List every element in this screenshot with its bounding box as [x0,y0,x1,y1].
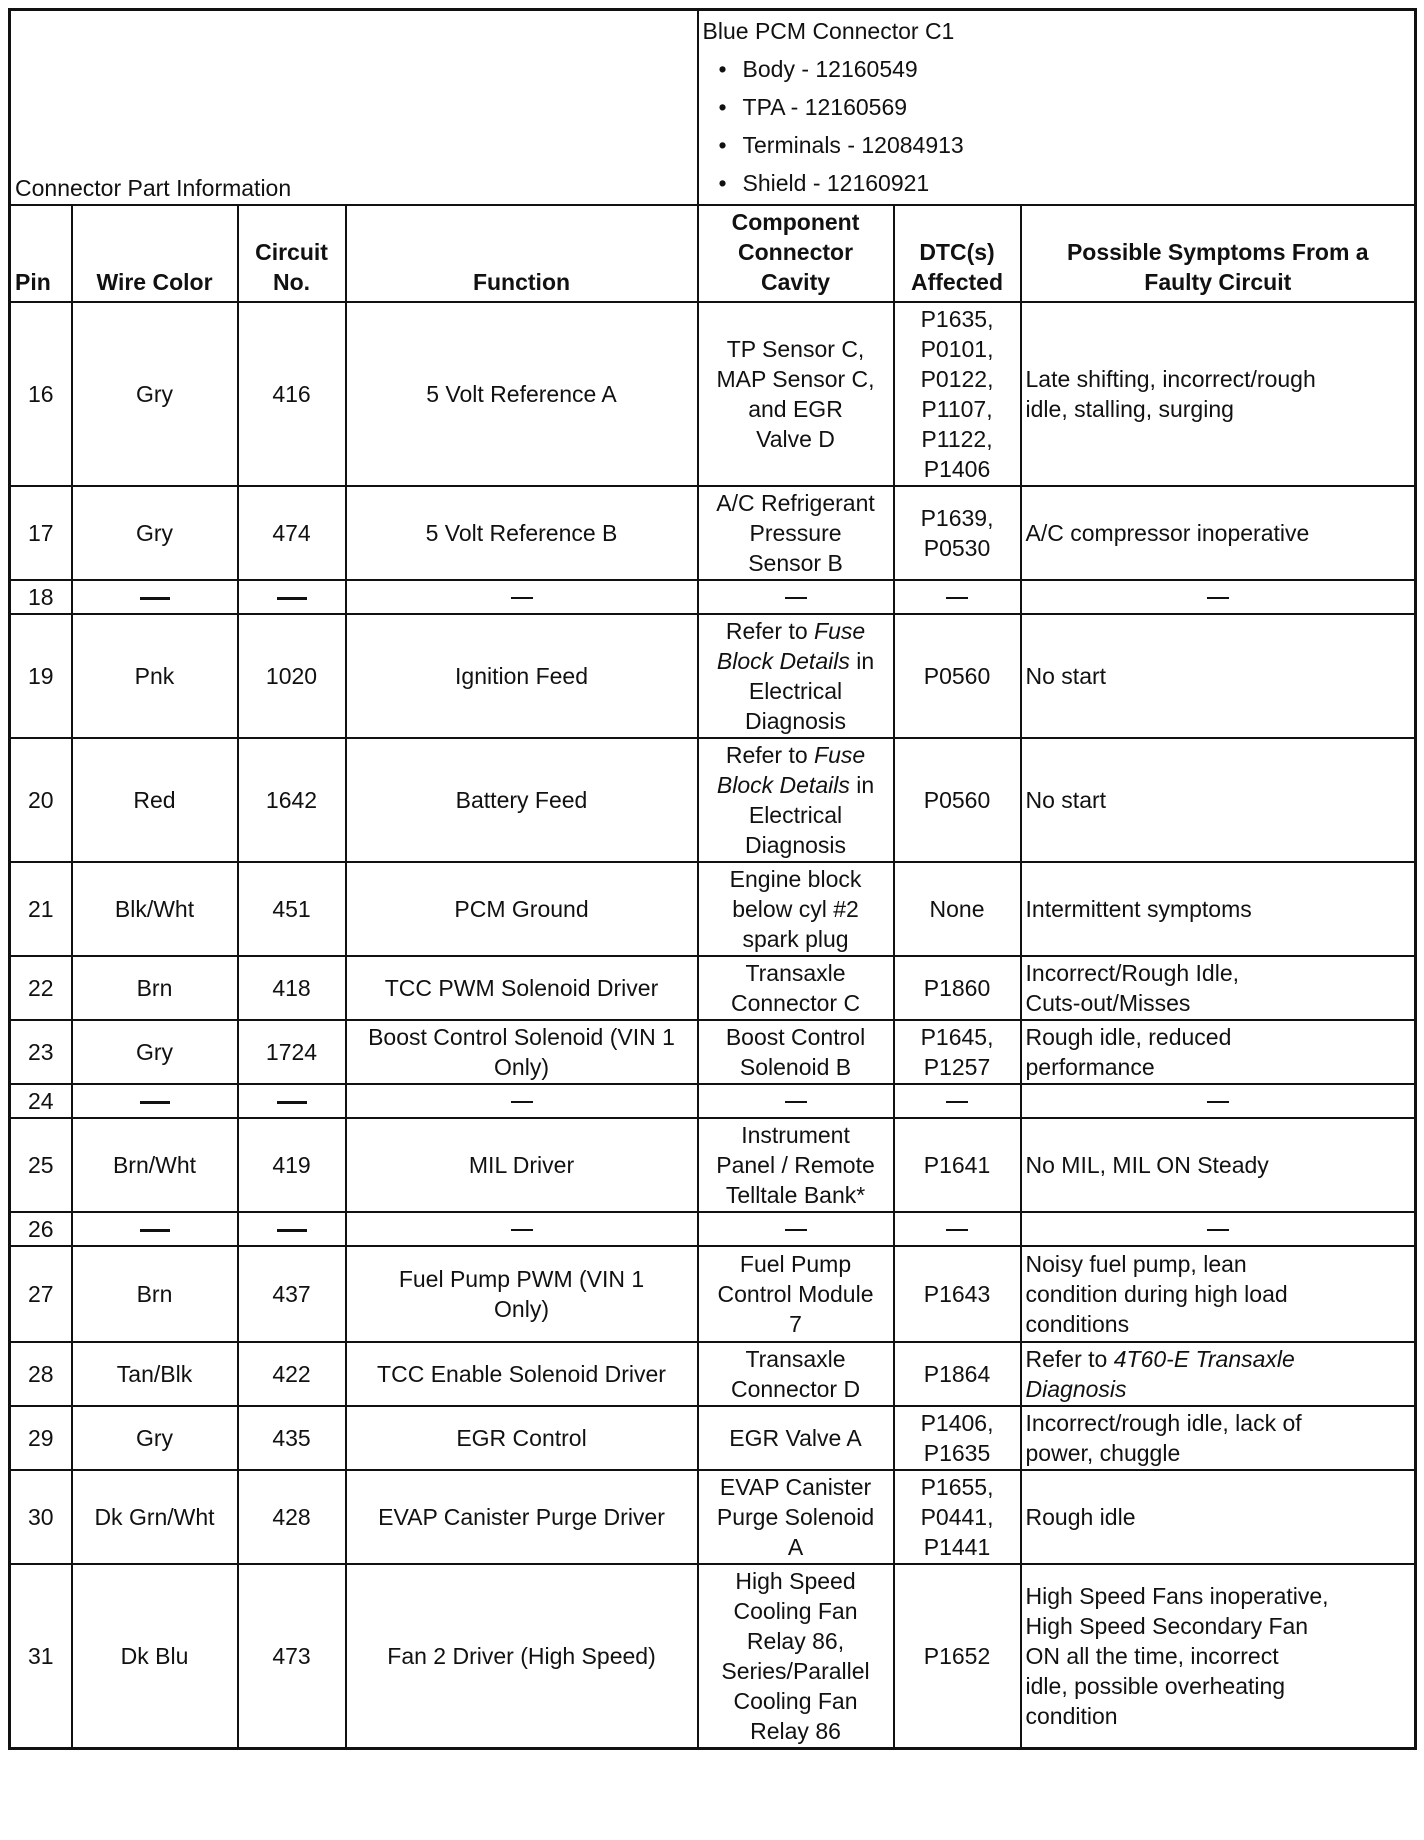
circuit-cell: 419 [238,1118,346,1212]
cavity-cell: TP Sensor C, MAP Sensor C, and EGR Valve D [698,302,894,486]
connector-label-cell [10,10,698,205]
dtc-cell: P1406, P1635 [894,1406,1021,1470]
wire-color-cell: Brn [72,956,238,1020]
function-cell [346,1212,698,1246]
wire-color-cell: Blk/Wht [72,862,238,956]
cavity-cell: Refer to Fuse Block Details in Electrical Diagnosis [698,614,894,738]
header-function: Function [346,205,698,302]
dtc-cell: P1860 [894,956,1021,1020]
circuit-cell [238,1084,346,1118]
function-cell [346,580,698,614]
cavity-cell: EVAP Canister Purge Solenoid A [698,1470,894,1564]
connector-part: • Terminals - 12084913 [743,126,1411,164]
circuit-cell [238,1212,346,1246]
wire-color-cell: Gry [72,486,238,580]
table-row [10,1084,1416,1118]
wire-color-cell: Brn [72,1246,238,1342]
symptoms-cell: No start [1021,614,1416,738]
symptoms-cell: Late shifting, incorrect/rough idle, stalling, surging [1021,302,1416,486]
header-wire-color: Wire Color [72,205,238,302]
table-row [10,1470,1416,1564]
function-cell: TCC PWM Solenoid Driver [346,956,698,1020]
wire-color-cell: Pnk [72,614,238,738]
dtc-cell: P1641 [894,1118,1021,1212]
connector-parts-list [703,50,1411,202]
cavity-cell: Refer to Fuse Block Details in Electrical Diagnosis [698,738,894,862]
function-cell: EGR Control [346,1406,698,1470]
pin-cell: 26 [10,1212,72,1246]
reference-title: 4T60-E Transaxle Diagnosis [1025,1345,1295,1402]
symptoms-cell: Intermittent symptoms [1021,862,1416,956]
cavity-cell: Instrument Panel / Remote Telltale Bank* [698,1118,894,1212]
circuit-cell: 474 [238,486,346,580]
circuit-cell: 451 [238,862,346,956]
header-pin: Pin [10,205,72,302]
wire-color-cell: Gry [72,302,238,486]
circuit-cell [238,580,346,614]
circuit-cell: 1020 [238,614,346,738]
pin-cell: 28 [10,1342,72,1406]
table-row [10,1246,1416,1342]
pin-cell: 31 [10,1564,72,1749]
wire-color-cell: Red [72,738,238,862]
connector-info-row [10,10,1416,205]
table-row [10,1342,1416,1406]
symptoms-cell: No start [1021,738,1416,862]
dtc-cell: P1635, P0101, P0122, P1107, P1122, P1406 [894,302,1021,486]
function-cell: Ignition Feed [346,614,698,738]
header-dtc: DTC(s) Affected [894,205,1021,302]
circuit-cell: 473 [238,1564,346,1749]
cavity-cell: Engine block below cyl #2 spark plug [698,862,894,956]
function-cell: Fan 2 Driver (High Speed) [346,1564,698,1749]
cavity-cell: Transaxle Connector D [698,1342,894,1406]
table-row [10,1212,1416,1246]
dtc-cell: P1864 [894,1342,1021,1406]
table-row [10,956,1416,1020]
header-circuit: Circuit No. [238,205,346,302]
cavity-cell: EGR Valve A [698,1406,894,1470]
table-row [10,1564,1416,1749]
em-dash [511,1229,533,1231]
header-cavity: Component Connector Cavity [698,205,894,302]
cavity-cell: Transaxle Connector C [698,956,894,1020]
table-row [10,738,1416,862]
wire-color-cell: Gry [72,1020,238,1084]
reference-title: Block Details [716,647,850,674]
wire-color-cell [72,1212,238,1246]
em-dash [1207,1229,1229,1231]
function-cell: PCM Ground [346,862,698,956]
pin-cell: 24 [10,1084,72,1118]
function-cell: EVAP Canister Purge Driver [346,1470,698,1564]
header-row [10,205,1416,302]
cavity-cell: A/C Refrigerant Pressure Sensor B [698,486,894,580]
pin-cell: 18 [10,580,72,614]
em-dash [946,1101,968,1103]
pin-cell: 19 [10,614,72,738]
symptoms-cell: Refer to 4T60-E Transaxle Diagnosis [1021,1342,1416,1406]
cavity-cell: High Speed Cooling Fan Relay 86, Series/Parallel Cooling Fan Relay 86 [698,1564,894,1749]
wire-color-cell [72,1084,238,1118]
symptoms-cell: Incorrect/rough idle, lack of power, chuggle [1021,1406,1416,1470]
wire-color-cell [72,580,238,614]
circuit-cell: 1724 [238,1020,346,1084]
dtc-cell: P1643 [894,1246,1021,1342]
table-row [10,1020,1416,1084]
wire-color-cell: Gry [72,1406,238,1470]
reference-title: Block Details [716,771,850,798]
function-cell: 5 Volt Reference A [346,302,698,486]
pin-cell: 21 [10,862,72,956]
function-cell: MIL Driver [346,1118,698,1212]
pin-cell: 25 [10,1118,72,1212]
em-dash [140,597,170,600]
cavity-cell [698,1084,894,1118]
table-body [10,302,1416,1749]
circuit-cell: 428 [238,1470,346,1564]
connector-part: • Body - 12160549 [743,50,1411,88]
symptoms-cell [1021,1212,1416,1246]
symptoms-cell [1021,1084,1416,1118]
pin-cell: 23 [10,1020,72,1084]
function-cell: Boost Control Solenoid (VIN 1 Only) [346,1020,698,1084]
dtc-cell [894,580,1021,614]
dtc-cell: P0560 [894,614,1021,738]
symptoms-cell: Rough idle [1021,1470,1416,1564]
table-row [10,302,1416,486]
circuit-cell: 435 [238,1406,346,1470]
pin-cell: 22 [10,956,72,1020]
table-row [10,1118,1416,1212]
symptoms-cell: A/C compressor inoperative [1021,486,1416,580]
circuit-cell: 418 [238,956,346,1020]
wire-color-cell: Dk Grn/Wht [72,1470,238,1564]
table-row [10,486,1416,580]
connector-part: • Shield - 12160921 [743,164,1411,202]
cavity-cell [698,1212,894,1246]
wire-color-cell: Tan/Blk [72,1342,238,1406]
symptoms-cell: Incorrect/Rough Idle, Cuts-out/Misses [1021,956,1416,1020]
cavity-cell [698,580,894,614]
em-dash [277,1101,307,1104]
table-row [10,614,1416,738]
dtc-cell [894,1084,1021,1118]
connector-label: Connector Part Information [15,174,292,201]
em-dash [511,1101,533,1103]
table-row [10,1406,1416,1470]
em-dash [946,597,968,599]
pin-cell: 20 [10,738,72,862]
em-dash [511,597,533,599]
cavity-cell: Boost Control Solenoid B [698,1020,894,1084]
em-dash [140,1101,170,1104]
em-dash [1207,1101,1229,1103]
pcm-connector-table [8,8,1417,1750]
dtc-cell: None [894,862,1021,956]
pin-cell: 17 [10,486,72,580]
circuit-cell: 1642 [238,738,346,862]
reference-title: Fuse [814,617,866,644]
connector-part: • TPA - 12160569 [743,88,1411,126]
symptoms-cell: High Speed Fans inoperative, High Speed Secondary Fan ON all the time, incorrect idle, possible overheating condition [1021,1564,1416,1749]
em-dash [946,1229,968,1231]
pin-cell: 30 [10,1470,72,1564]
header-symptoms: Possible Symptoms From a Faulty Circuit [1021,205,1416,302]
dtc-cell: P1639, P0530 [894,486,1021,580]
dtc-cell: P1645, P1257 [894,1020,1021,1084]
connector-info-cell [698,10,1416,205]
symptoms-cell: No MIL, MIL ON Steady [1021,1118,1416,1212]
em-dash [140,1229,170,1232]
circuit-cell: 416 [238,302,346,486]
wire-color-cell: Brn/Wht [72,1118,238,1212]
function-cell: Fuel Pump PWM (VIN 1 Only) [346,1246,698,1342]
function-cell [346,1084,698,1118]
pin-cell: 27 [10,1246,72,1342]
reference-title: Fuse [814,741,866,768]
dtc-cell: P1652 [894,1564,1021,1749]
symptoms-cell [1021,580,1416,614]
em-dash [785,597,807,599]
dtc-cell: P0560 [894,738,1021,862]
pin-cell: 16 [10,302,72,486]
function-cell: Battery Feed [346,738,698,862]
em-dash [785,1101,807,1103]
table-row [10,580,1416,614]
em-dash [277,1229,307,1232]
table-row [10,862,1416,956]
wire-color-cell: Dk Blu [72,1564,238,1749]
em-dash [785,1229,807,1231]
pin-cell: 29 [10,1406,72,1470]
connector-title: Blue PCM Connector C1 [702,18,955,44]
symptoms-cell: Rough idle, reduced performance [1021,1020,1416,1084]
em-dash [277,597,307,600]
function-cell: 5 Volt Reference B [346,486,698,580]
dtc-cell: P1655, P0441, P1441 [894,1470,1021,1564]
cavity-cell: Fuel Pump Control Module 7 [698,1246,894,1342]
circuit-cell: 437 [238,1246,346,1342]
em-dash [1207,597,1229,599]
dtc-cell [894,1212,1021,1246]
circuit-cell: 422 [238,1342,346,1406]
function-cell: TCC Enable Solenoid Driver [346,1342,698,1406]
symptoms-cell: Noisy fuel pump, lean condition during high load conditions [1021,1246,1416,1342]
